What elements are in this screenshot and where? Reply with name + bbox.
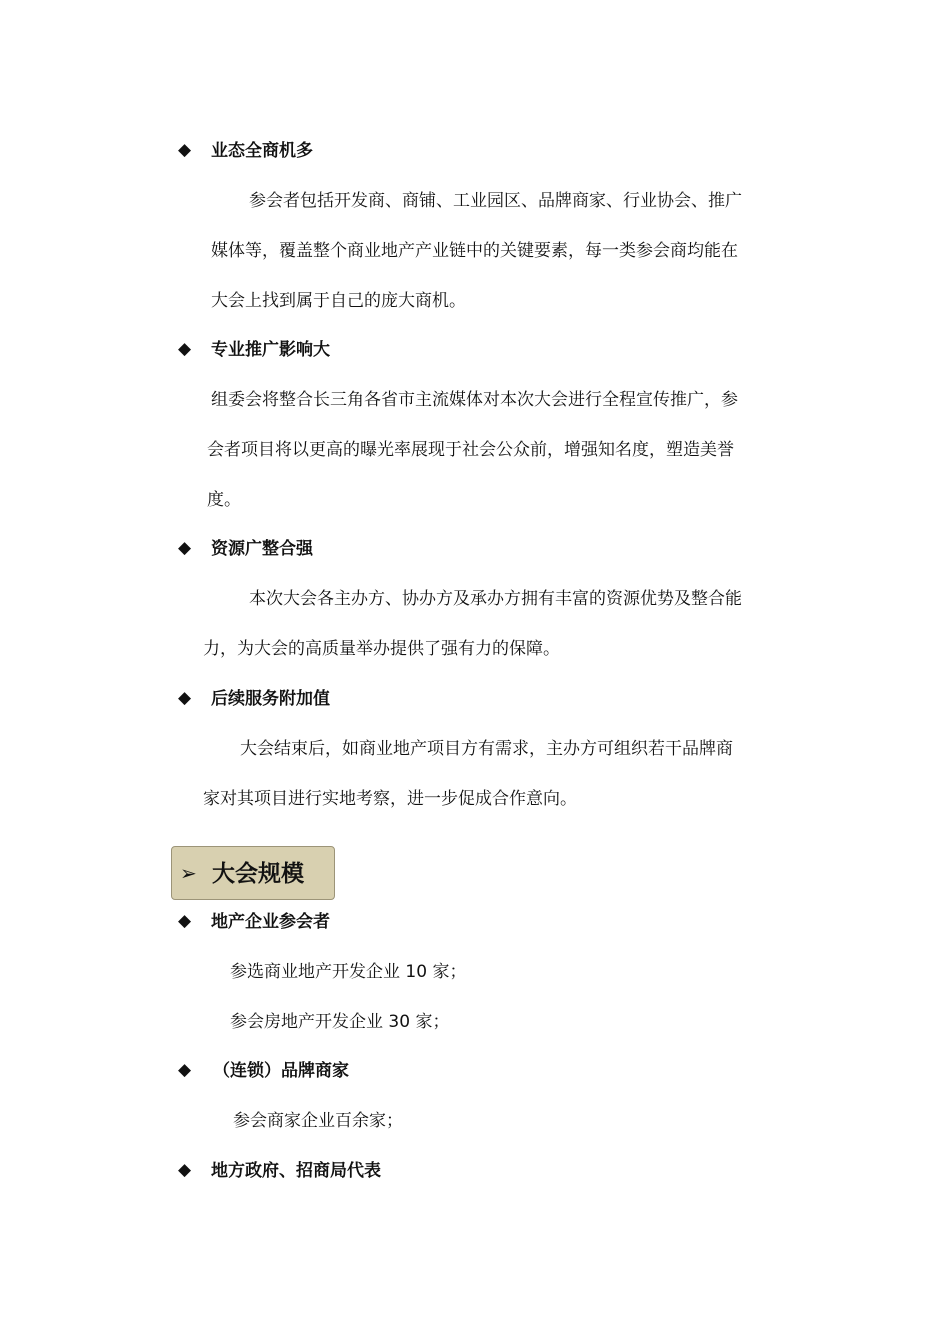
- item-line: 参会商家企业百余家；: [233, 1111, 403, 1131]
- item-heading: 地产企业参会者: [211, 912, 330, 932]
- diamond-bullet-icon: ◆: [178, 339, 192, 359]
- paragraph-line: 家对其项目进行实地考察，进一步促成合作意向。: [203, 789, 577, 809]
- diamond-bullet-icon: ◆: [178, 538, 192, 558]
- diamond-bullet-icon: ◆: [178, 1060, 192, 1080]
- paragraph-line: 大会上找到属于自己的庞大商机。: [211, 291, 466, 311]
- item-line: 参选商业地产开发企业 10 家；: [230, 962, 467, 982]
- paragraph-line: 组委会将整合长三角各省市主流媒体对本次大会进行全程宣传推广，参: [211, 390, 738, 410]
- diamond-bullet-icon: ◆: [178, 911, 192, 931]
- paragraph-line: 度。: [207, 490, 241, 510]
- section-heading: 专业推广影响大: [211, 340, 330, 360]
- arrow-bullet-icon: ➢: [180, 861, 197, 885]
- section-heading: 业态全商机多: [211, 141, 313, 161]
- item-heading: 地方政府、招商局代表: [211, 1161, 381, 1181]
- paragraph-line: 本次大会各主办方、协办方及承办方拥有丰富的资源优势及整合能: [249, 589, 742, 609]
- paragraph-line: 媒体等，覆盖整个商业地产产业链中的关键要素，每一类参会商均能在: [211, 241, 738, 261]
- section-heading: 后续服务附加值: [211, 689, 330, 709]
- paragraph-line: 力，为大会的高质量举办提供了强有力的保障。: [203, 639, 560, 659]
- section-heading: 资源广整合强: [211, 539, 313, 559]
- paragraph-line: 会者项目将以更高的曝光率展现于社会公众前，增强知名度，塑造美誉: [207, 440, 734, 460]
- item-line: 参会房地产开发企业 30 家；: [230, 1012, 450, 1032]
- diamond-bullet-icon: ◆: [178, 140, 192, 160]
- diamond-bullet-icon: ◆: [178, 1160, 192, 1180]
- section-title-box: [171, 846, 335, 900]
- diamond-bullet-icon: ◆: [178, 688, 192, 708]
- section-title: 大会规模: [212, 861, 304, 887]
- item-heading: （连锁）品牌商家: [213, 1061, 349, 1081]
- paragraph-line: 大会结束后，如商业地产项目方有需求，主办方可组织若干品牌商: [240, 739, 733, 759]
- paragraph-line: 参会者包括开发商、商铺、工业园区、品牌商家、行业协会、推广: [249, 191, 742, 211]
